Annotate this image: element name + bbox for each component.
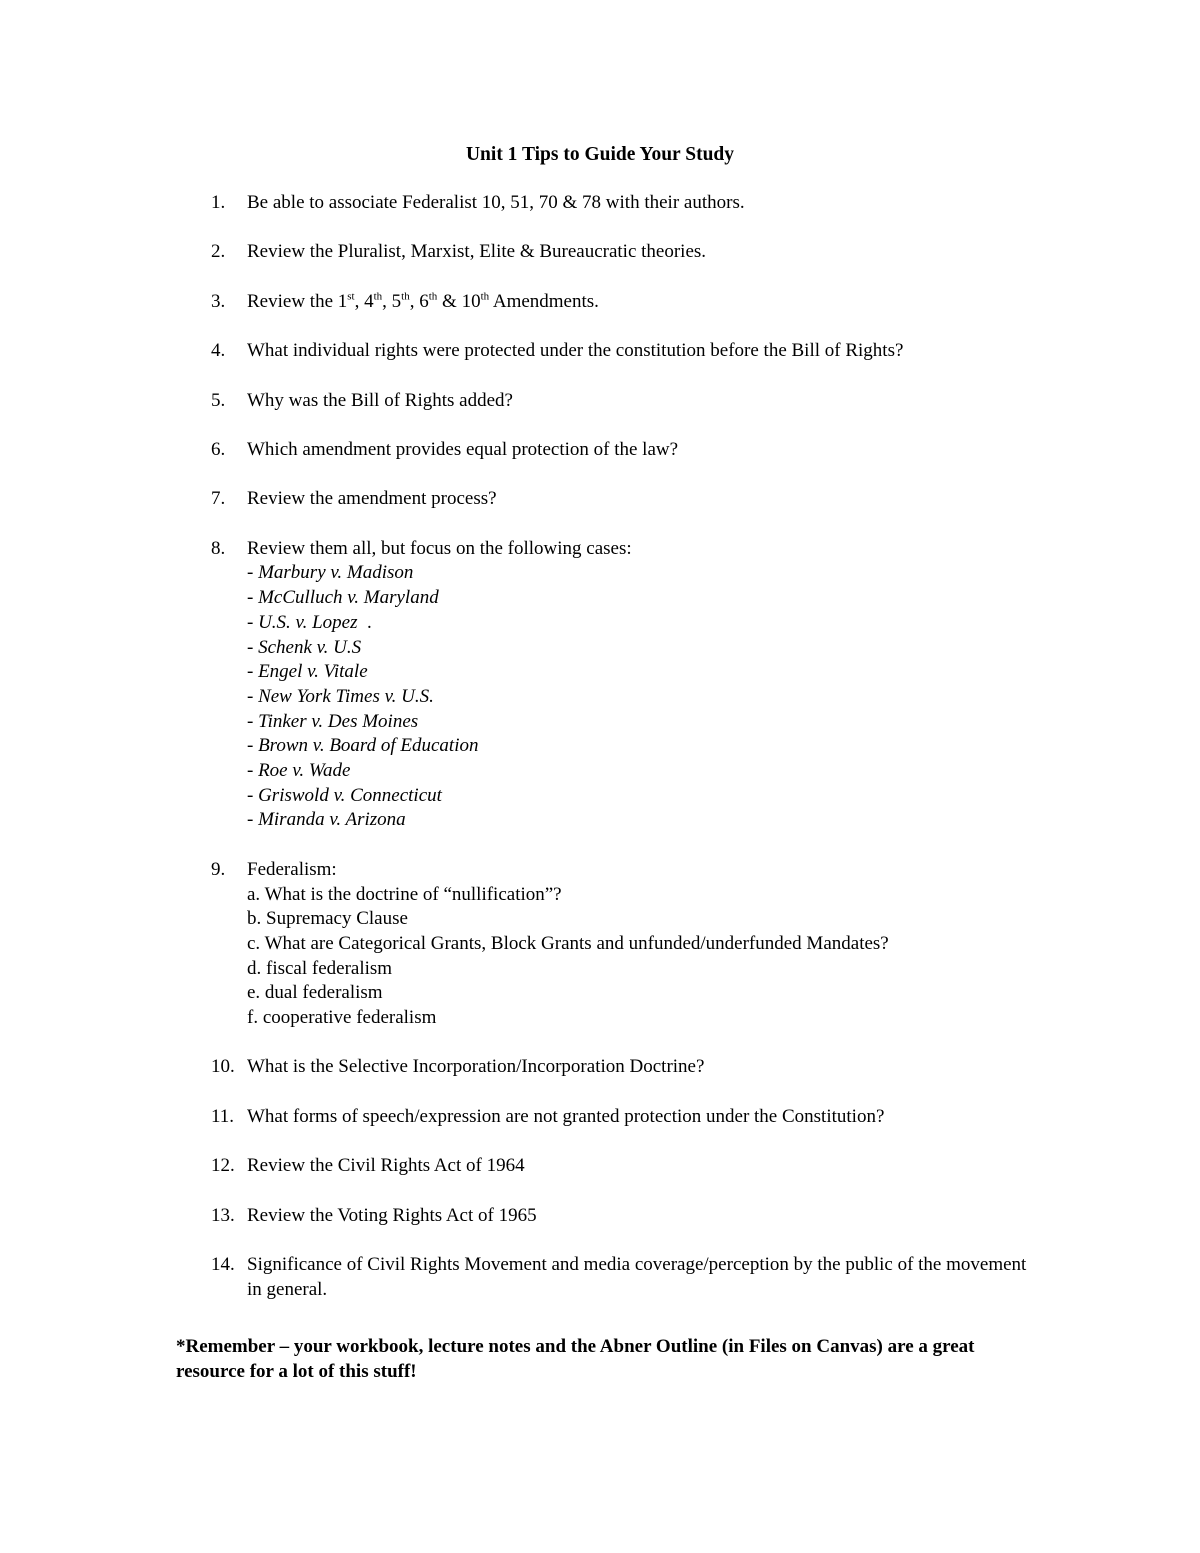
item-text — [247, 290, 1031, 315]
list-item — [211, 438, 1031, 463]
case-dash: - — [247, 587, 259, 609]
item-number: 6. — [211, 438, 226, 460]
case-dash: - — [247, 661, 259, 683]
item-text: Be able to associate Federalist 10, 51, 70 & 78 with their authors. — [247, 192, 745, 213]
list-item — [211, 389, 1031, 414]
case-name: U.S. v. Lopez — [258, 611, 358, 633]
case-dash: - — [247, 784, 259, 806]
item-text: What forms of speech/expression are not granted protection under the Constitution? — [247, 1105, 885, 1127]
item-number: 5. — [211, 389, 226, 411]
case-name: Roe v. Wade — [258, 760, 351, 782]
item-text: Which amendment provides equal protection of the law? — [247, 438, 679, 460]
case-line — [247, 808, 1031, 833]
item-text: Review the Pluralist, Marxist, Elite & Bureaucratic theories. — [247, 241, 707, 263]
ordinal-suffix: th — [401, 290, 410, 303]
item-text: What individual rights were protected under the constitution before the Bill of Rights? — [247, 340, 904, 362]
amendments-text: Review the 1 — [247, 290, 348, 312]
list-item — [211, 290, 1031, 315]
case-name: Schenk v. U.S — [258, 636, 362, 658]
case-name: Griswold v. Connecticut — [258, 784, 442, 806]
reminder-note: *Remember – your workbook, lecture notes and the Abner Outline (in Files on Canvas) are a great resource for a lot of this stuff! — [176, 1336, 975, 1382]
item-number: 8. — [211, 537, 226, 559]
amendments-text: & 10 — [437, 290, 481, 312]
item-text: Why was the Bill of Rights added? — [247, 389, 513, 411]
item-number: 2. — [211, 241, 226, 263]
case-name: Engel v. Vitale — [258, 661, 368, 683]
sub-item: b. Supremacy Clause — [247, 908, 408, 930]
amendments-text: , 5 — [382, 290, 402, 312]
case-name: Marbury v. Madison — [258, 562, 414, 584]
list-item — [211, 240, 1031, 265]
item-text: Federalism: — [247, 858, 337, 880]
case-line — [247, 710, 1031, 735]
item-number: 10. — [211, 1056, 235, 1078]
case-line — [247, 660, 1031, 685]
list-item — [211, 1253, 1031, 1302]
case-dash: - — [247, 636, 259, 658]
case-dash: - — [247, 735, 259, 757]
item-text: Review them all, but focus on the following cases: — [247, 537, 632, 559]
item-number: 9. — [211, 858, 226, 880]
case-line — [247, 784, 1031, 809]
case-name: Brown v. Board of Education — [258, 735, 479, 757]
case-dash: - — [247, 760, 259, 782]
case-line — [247, 734, 1031, 759]
sub-item: a. What is the doctrine of “nullification”? — [247, 883, 562, 905]
list-item — [211, 1105, 1031, 1130]
item-text: Review the Voting Rights Act of 1965 — [247, 1204, 537, 1226]
item-number: 14. — [211, 1254, 235, 1276]
item-text: Review the amendment process? — [247, 488, 497, 510]
item-number: 12. — [211, 1155, 235, 1177]
ordinal-suffix: th — [373, 290, 383, 303]
ordinal-suffix: th — [480, 290, 490, 303]
item-text: Significance of Civil Rights Movement and media coverage/perception by the public of the movement in general. — [247, 1254, 1027, 1300]
page-title: Unit 1 Tips to Guide Your Study — [465, 144, 735, 165]
item-number: 1. — [211, 192, 226, 213]
amendments-text: , 6 — [409, 290, 429, 312]
sub-item: c. What are Categorical Grants, Block Grants and unfunded/underfunded Mandates? — [247, 932, 889, 954]
case-line — [247, 685, 1031, 710]
case-line — [247, 611, 1031, 636]
item-text: Review the Civil Rights Act of 1964 — [247, 1155, 525, 1177]
amendments-text: Amendments. — [489, 290, 599, 312]
case-dash: - — [247, 809, 259, 831]
case-line — [247, 561, 1031, 586]
case-dash: - — [247, 685, 259, 707]
list-item — [211, 191, 1031, 216]
case-suffix: . — [357, 611, 372, 633]
study-tips-list — [211, 191, 1031, 1327]
case-line — [247, 759, 1031, 784]
item-number: 13. — [211, 1204, 235, 1226]
ordinal-suffix: th — [428, 290, 438, 303]
list-item — [211, 487, 1031, 512]
case-name: McCulluch v. Maryland — [258, 587, 439, 609]
case-dash: - — [247, 710, 259, 732]
item-number: 4. — [211, 340, 226, 362]
ordinal-suffix: st — [347, 290, 355, 303]
list-item — [211, 339, 1031, 364]
sub-item: d. fiscal federalism — [247, 957, 393, 979]
list-item — [211, 537, 1031, 833]
item-number: 7. — [211, 488, 226, 510]
item-number: 11. — [211, 1105, 235, 1127]
case-name: New York Times v. U.S. — [258, 685, 434, 707]
case-dash: - — [247, 611, 259, 633]
item-body — [247, 858, 1031, 1031]
sub-item: e. dual federalism — [247, 982, 383, 1004]
case-name: Miranda v. Arizona — [258, 809, 406, 831]
amendments-text: , 4 — [354, 290, 374, 312]
item-number: 3. — [211, 290, 226, 312]
item-body — [247, 537, 1031, 833]
sub-item: f. cooperative federalism — [247, 1007, 437, 1029]
case-name: Tinker v. Des Moines — [258, 710, 419, 732]
case-line — [247, 586, 1031, 611]
case-line — [247, 636, 1031, 661]
list-item — [211, 1154, 1031, 1179]
list-item — [211, 1055, 1031, 1080]
list-item — [211, 858, 1031, 1031]
list-item — [211, 1204, 1031, 1229]
case-dash: - — [247, 562, 259, 584]
item-text: What is the Selective Incorporation/Incorporation Doctrine? — [247, 1056, 705, 1078]
